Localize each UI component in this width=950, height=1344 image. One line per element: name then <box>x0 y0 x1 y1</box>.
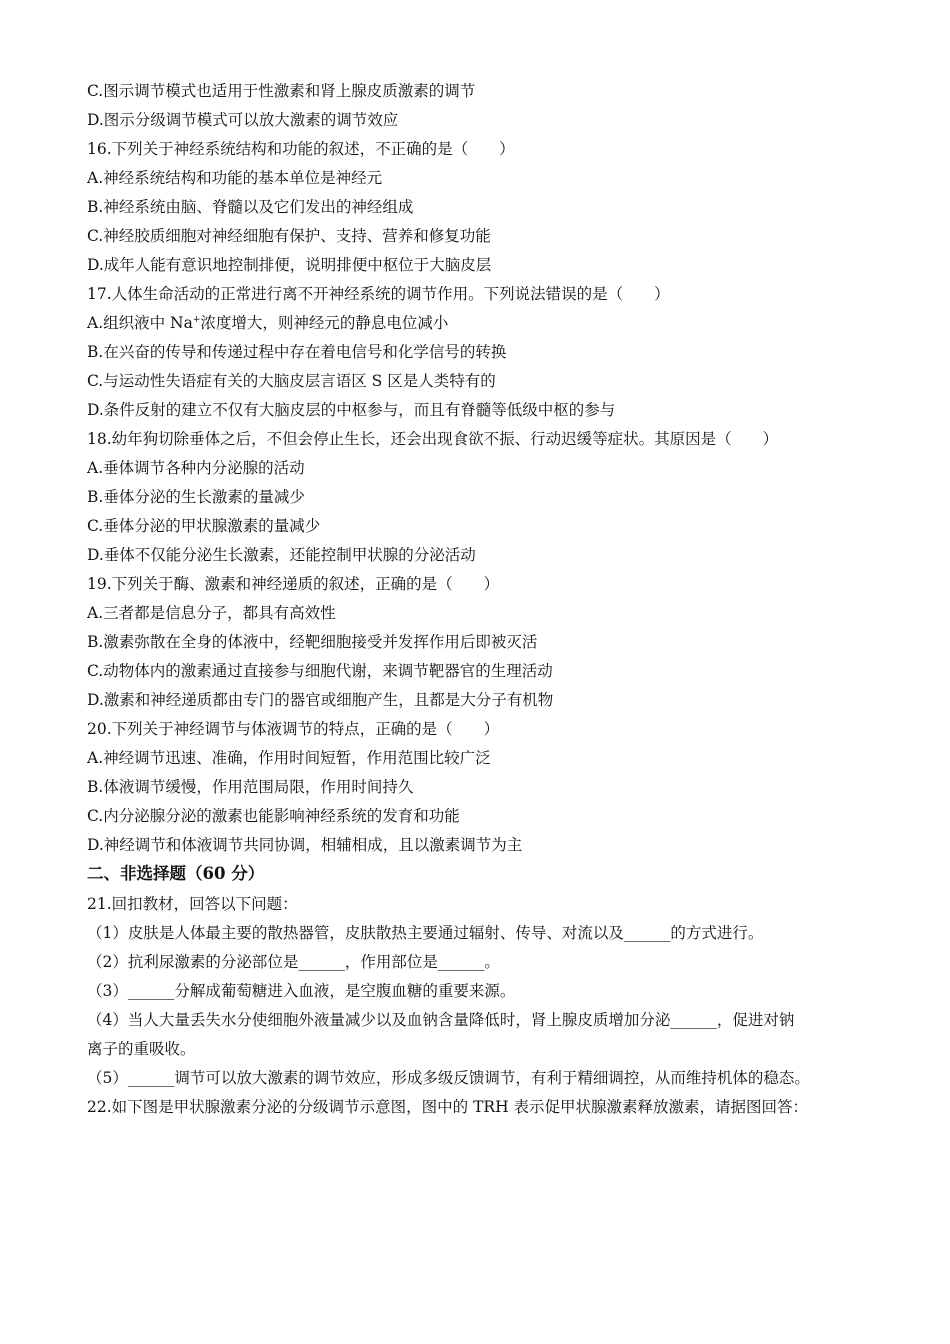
question-15-option-d: D.图示分级调节模式可以放大激素的调节效应 <box>87 111 399 129</box>
question-20-option-a: A.神经调节迅速、准确，作用时间短暂，作用范围比较广泛 <box>87 749 491 767</box>
question-19-option-d: D.激素和神经递质都由专门的器官或细胞产生，且都是大分子有机物 <box>87 691 554 709</box>
question-18-option-c: C.垂体分泌的甲状腺激素的量减少 <box>87 517 321 535</box>
question-21-part-4: （4）当人大量丢失水分使细胞外液量减少以及血钠含量降低时，肾上腺皮质增加分泌______，促进对钠 <box>87 1011 795 1029</box>
question-19-option-c: C.动物体内的激素通过直接参与细胞代谢，来调节靶器官的生理活动 <box>87 662 553 680</box>
question-15-option-c: C.图示调节模式也适用于性激素和肾上腺皮质激素的调节 <box>87 82 476 100</box>
question-17-option-d: D.条件反射的建立不仅有大脑皮层的中枢参与，而且有脊髓等低级中枢的参与 <box>87 401 616 419</box>
question-21-part-2: （2）抗利尿激素的分泌部位是______，作用部位是______。 <box>87 953 500 971</box>
question-20-option-c: C.内分泌腺分泌的激素也能影响神经系统的发育和功能 <box>87 807 460 825</box>
question-21-stem: 21.回扣教材，回答以下问题： <box>87 895 298 913</box>
question-19-stem: 19.下列关于酶、激素和神经递质的叙述，正确的是（ ） <box>87 575 500 593</box>
question-18-option-a: A.垂体调节各种内分泌腺的活动 <box>87 459 305 477</box>
question-21-part-1: （1）皮肤是人体最主要的散热器管，皮肤散热主要通过辐射、传导、对流以及______的方式进行。 <box>87 924 764 942</box>
question-17-option-a <box>87 313 448 333</box>
superscript-plus: + <box>192 314 201 325</box>
question-18-option-b: B.垂体分泌的生长激素的量减少 <box>87 488 305 506</box>
section-heading: 二、非选择题（60 分） <box>87 864 265 883</box>
question-20-stem: 20.下列关于神经调节与体液调节的特点，正确的是（ ） <box>87 720 500 738</box>
question-21-part-4-continued: 离子的重吸收。 <box>87 1040 196 1058</box>
question-17-stem: 17.人体生命活动的正常进行离不开神经系统的调节作用。下列说法错误的是（ ） <box>87 285 670 303</box>
question-16-option-a: A.神经系统结构和功能的基本单位是神经元 <box>87 169 383 187</box>
question-21-part-3: （3）______分解成葡萄糖进入血液，是空腹血糖的重要来源。 <box>87 982 516 1000</box>
question-17-option-b: B.在兴奋的传导和传递过程中存在着电信号和化学信号的转换 <box>87 343 507 361</box>
question-16-stem: 16.下列关于神经系统结构和功能的叙述，不正确的是（ ） <box>87 140 515 158</box>
question-17-option-c: C.与运动性失语症有关的大脑皮层言语区 S 区是人类特有的 <box>87 372 496 390</box>
option-text: 浓度增大，则神经元的静息电位减小 <box>200 314 449 332</box>
question-16-option-c: C.神经胶质细胞对神经细胞有保护、支持、营养和修复功能 <box>87 227 491 245</box>
question-19-option-b: B.激素弥散在全身的体液中，经靶细胞接受并发挥作用后即被灭活 <box>87 633 538 651</box>
question-21-part-5: （5）______调节可以放大激素的调节效应，形成多级反馈调节，有利于精细调控，从而维持机体的稳态。 <box>87 1069 810 1087</box>
question-19-option-a: A.三者都是信息分子，都具有高效性 <box>87 604 336 622</box>
question-16-option-b: B.神经系统由脑、脊髓以及它们发出的神经组成 <box>87 198 414 216</box>
question-18-option-d: D.垂体不仅能分泌生长激素，还能控制甲状腺的分泌活动 <box>87 546 476 564</box>
question-20-option-b: B.体液调节缓慢，作用范围局限，作用时间持久 <box>87 778 414 796</box>
question-18-stem: 18.幼年狗切除垂体之后，不但会停止生长，还会出现食欲不振、行动迟缓等症状。其原因是（ ） <box>87 430 779 448</box>
question-16-option-d: D.成年人能有意识地控制排便，说明排便中枢位于大脑皮层 <box>87 256 492 274</box>
option-text: A.组织液中 Na <box>87 314 193 332</box>
question-20-option-d: D.神经调节和体液调节共同协调，相辅相成，且以激素调节为主 <box>87 836 523 854</box>
question-22-stem: 22.如下图是甲状腺激素分泌的分级调节示意图，图中的 TRH 表示促甲状腺激素释放激素，请据图回答： <box>87 1098 809 1116</box>
